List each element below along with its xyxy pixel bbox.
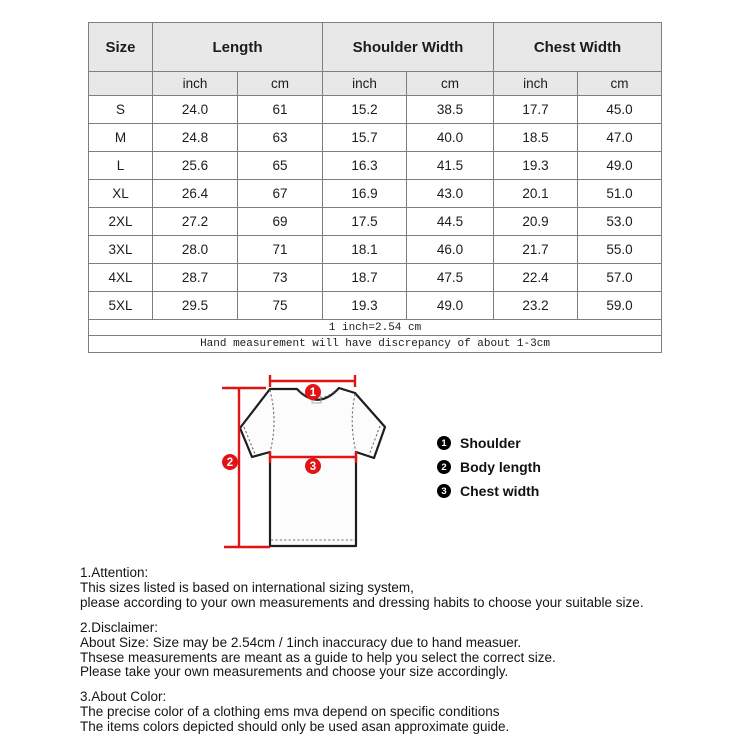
cell: 19.3: [494, 152, 578, 180]
table-header-row-groups: [89, 23, 662, 72]
cell: 47.0: [578, 124, 662, 152]
size-label: L: [89, 152, 153, 180]
header-chest-cm: cm: [578, 72, 662, 96]
legend-item-shoulder: [437, 434, 541, 452]
marker-1-badge: [305, 384, 321, 400]
circled-number-2-icon: 2: [437, 460, 451, 474]
header-size: Size: [89, 23, 153, 72]
legend-label: Shoulder: [460, 435, 521, 451]
header-shoulder-cm: cm: [407, 72, 494, 96]
cell: 25.6: [153, 152, 238, 180]
cell: 18.5: [494, 124, 578, 152]
marker-2-badge: [222, 454, 238, 470]
cell: 63: [238, 124, 323, 152]
size-label: M: [89, 124, 153, 152]
note-line: Thsese measurements are meant as a guide to help you select the correct size.: [80, 649, 556, 665]
table-row-m: [89, 124, 662, 152]
note-line: Please take your own measurements and choose your size accordingly.: [80, 664, 509, 680]
cell: 53.0: [578, 208, 662, 236]
legend-label: Chest width: [460, 483, 540, 499]
cell: 38.5: [407, 96, 494, 124]
header-empty-cell: [89, 72, 153, 96]
size-label: 3XL: [89, 236, 153, 264]
marker-3-number: 3: [309, 461, 317, 473]
hand-measurement-note: Hand measurement will have discrepancy of about 1-3cm: [89, 336, 662, 353]
cell: 46.0: [407, 236, 494, 264]
cell: 15.2: [323, 96, 407, 124]
circled-number-1-icon: 1: [437, 436, 451, 450]
cell: 24.0: [153, 96, 238, 124]
table-footer-conversion: [89, 320, 662, 336]
cell: 57.0: [578, 264, 662, 292]
size-label: 4XL: [89, 264, 153, 292]
cell: 20.1: [494, 180, 578, 208]
size-label: 2XL: [89, 208, 153, 236]
header-chest-width: Chest Width: [494, 23, 662, 72]
cell: 24.8: [153, 124, 238, 152]
tshirt-measurement-diagram: [200, 370, 400, 570]
cell: 45.0: [578, 96, 662, 124]
table-row-3xl: [89, 236, 662, 264]
cell: 28.7: [153, 264, 238, 292]
cell: 67: [238, 180, 323, 208]
cell: 73: [238, 264, 323, 292]
cell: 19.3: [323, 292, 407, 320]
cell: 65: [238, 152, 323, 180]
marker-1-number: 1: [309, 387, 317, 399]
cell: 23.2: [494, 292, 578, 320]
circled-number-3-icon: 3: [437, 484, 451, 498]
table-row-s: [89, 96, 662, 124]
table-row-5xl: [89, 292, 662, 320]
cell: 18.7: [323, 264, 407, 292]
cell: 28.0: [153, 236, 238, 264]
cell: 61: [238, 96, 323, 124]
note-line: The items colors depicted should only be used asan approximate guide.: [80, 719, 510, 735]
header-shoulder-inch: inch: [323, 72, 407, 96]
note-line: please according to your own measurements and dressing habits to choose your suitable size.: [80, 594, 644, 610]
note-line: About Size: Size may be 2.54cm / 1inch inaccuracy due to hand measuer.: [80, 634, 522, 650]
cell: 69: [238, 208, 323, 236]
cell: 51.0: [578, 180, 662, 208]
table-row-4xl: [89, 264, 662, 292]
cell: 40.0: [407, 124, 494, 152]
note-line: The precise color of a clothing ems mva depend on specific conditions: [80, 704, 500, 720]
cell: 29.5: [153, 292, 238, 320]
note-title: 3.About Color:: [80, 689, 167, 705]
note-title: 1.Attention:: [80, 565, 149, 580]
cell: 59.0: [578, 292, 662, 320]
size-label: XL: [89, 180, 153, 208]
inch-conversion-note: 1 inch=2.54 cm: [89, 320, 662, 336]
cell: 41.5: [407, 152, 494, 180]
header-length-inch: inch: [153, 72, 238, 96]
cell: 55.0: [578, 236, 662, 264]
note-disclaimer: [80, 621, 720, 681]
cell: 15.7: [323, 124, 407, 152]
table-row-xl: [89, 180, 662, 208]
cell: 26.4: [153, 180, 238, 208]
cell: 49.0: [407, 292, 494, 320]
cell: 43.0: [407, 180, 494, 208]
note-line: This sizes listed is based on international sizing system,: [80, 579, 414, 595]
legend-label: Body length: [460, 459, 541, 475]
cell: 16.9: [323, 180, 407, 208]
cell: 27.2: [153, 208, 238, 236]
table-row-l: [89, 152, 662, 180]
note-attention: [80, 566, 720, 611]
cell: 22.4: [494, 264, 578, 292]
cell: 17.5: [323, 208, 407, 236]
size-label: S: [89, 96, 153, 124]
table-footer-discrepancy: [89, 336, 662, 353]
cell: 75: [238, 292, 323, 320]
cell: 16.3: [323, 152, 407, 180]
table-header-row-units: [89, 72, 662, 96]
header-shoulder-width: Shoulder Width: [323, 23, 494, 72]
size-chart-table: [88, 22, 662, 353]
marker-3-badge: [305, 458, 321, 474]
cell: 49.0: [578, 152, 662, 180]
notes-section: [80, 566, 720, 745]
cell: 71: [238, 236, 323, 264]
note-about-color: [80, 690, 720, 735]
note-title: 2.Disclaimer:: [80, 619, 159, 635]
header-length: Length: [153, 23, 323, 72]
legend-item-body-length: [437, 458, 541, 476]
cell: 47.5: [407, 264, 494, 292]
size-label: 5XL: [89, 292, 153, 320]
cell: 21.7: [494, 236, 578, 264]
cell: 18.1: [323, 236, 407, 264]
table-row-2xl: [89, 208, 662, 236]
header-chest-inch: inch: [494, 72, 578, 96]
legend-item-chest-width: [437, 482, 541, 500]
cell: 17.7: [494, 96, 578, 124]
header-length-cm: cm: [238, 72, 323, 96]
measurement-legend: [437, 434, 541, 506]
marker-2-number: 2: [226, 457, 234, 469]
cell: 44.5: [407, 208, 494, 236]
cell: 20.9: [494, 208, 578, 236]
